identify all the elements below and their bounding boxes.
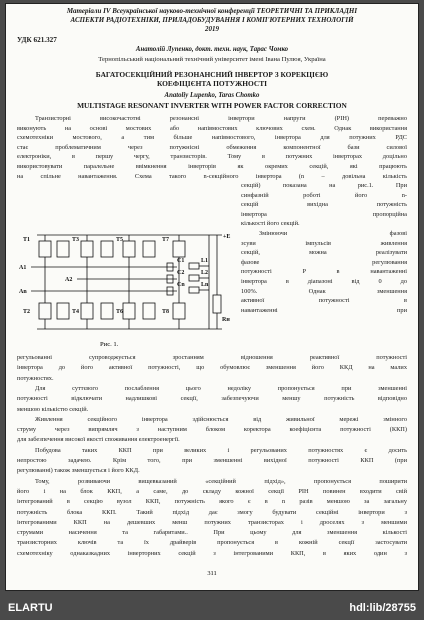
- body-bottom-line: потужності відключати надлишкові секції, забезпечуючи меншу потужність відповідно: [17, 395, 407, 403]
- body-side-line: синфазній роботі його n-: [241, 191, 407, 199]
- label-an: An: [19, 289, 27, 295]
- label-a2: A2: [65, 277, 73, 283]
- body-bottom-line: струму через випрямляч з наступним блоком коректора коефіцієнта потужності (ККП): [17, 426, 407, 434]
- udk-code: УДК 621.327: [17, 36, 57, 44]
- body-side-line: навантаженні при: [241, 306, 407, 314]
- label-a1: A1: [19, 265, 27, 271]
- body-top-line: на спільне навантаження. Схема такого n-секційного інвертора (n – довільна кількість: [17, 172, 407, 180]
- label-t7: T7: [162, 237, 170, 243]
- label-t1: T1: [23, 237, 31, 243]
- footer-repository: ELARTU: [8, 602, 53, 614]
- label-c2: C2: [177, 270, 185, 276]
- circuit-figure: [17, 229, 237, 337]
- label-c1: C1: [177, 258, 185, 264]
- body-bottom-line: його і на блок ККП, а саме, до складу кожної секції РІН повинен входити свій: [17, 487, 407, 495]
- body-side-line: зсуви імпульсів живлення: [241, 239, 407, 247]
- conference-header-year: 2019: [205, 25, 219, 33]
- page-number: 311: [207, 570, 217, 577]
- label-l2: L2: [201, 270, 209, 276]
- label-t6: T6: [116, 309, 124, 315]
- body-bottom-line: Тому, розвиваючи вищевказаний «секційний підхід», пропонується поширити: [35, 477, 407, 485]
- conference-header-line-1: Матеріали IV Всеукраїнської науково-технічної конференції ТЕОРЕТИЧНІ ТА ПРИКЛАДНІ: [66, 7, 358, 15]
- body-bottom-line: регулюванні) також зменшується і його ККД.: [17, 467, 140, 475]
- body-side-line: активної потужності в: [241, 297, 407, 305]
- body-top-line: схемотехніки мостового, а тим більше напівмостового, інвертора для потужних РДС: [17, 134, 407, 142]
- authors-en: Anatoliy Lupenko, Taras Chomko: [164, 92, 260, 99]
- body-bottom-line: меншою кількістю секцій.: [17, 405, 89, 413]
- body-top-line: стає проблематичним через потужнісні обмеження компонентної бази силової: [17, 143, 407, 151]
- label-t8: T8: [162, 309, 170, 315]
- body-side-line: секцій вихідна потужність: [241, 201, 407, 209]
- label-ln: Ln: [201, 282, 209, 288]
- body-side-line: 100%. Однак зменшення: [241, 287, 407, 295]
- title-en: MULTISTAGE RESONANT INVERTER WITH POWER FACTOR CORRECTION: [77, 101, 347, 110]
- affiliation: Тернопільський національний технічний університет імені Івана Пулюя, Україна: [98, 56, 326, 63]
- body-bottom-line: потужність блока ККП. Такий підхід дає змогу будувати секційні інвертори з: [17, 508, 407, 516]
- body-bottom-line: інвертора до його активної потужності, що обумовлює зменшення його ККД на малих: [17, 364, 407, 372]
- body-top-line: Транзисторні високочастотні резонансні інвертори напруги (РІН) переважно: [35, 115, 407, 122]
- label-cn: Cn: [177, 282, 185, 288]
- body-bottom-line: регульованні супроводжується зростанням відношення реактивної потужності: [17, 354, 407, 361]
- archive-footer: [0, 596, 424, 620]
- label-rn: Rн: [222, 317, 230, 323]
- body-side-line: інвертора в діапазоні від 0 до: [241, 278, 407, 285]
- body-bottom-line: інтегрованими ККП на дешевших менш потужних транзисторах і дроселях з меншими: [17, 518, 407, 526]
- label-l1: L1: [201, 258, 209, 264]
- label-t5: T5: [116, 237, 124, 243]
- body-bottom-line: для забезпечення високої якості споживання електроенергії.: [17, 436, 180, 444]
- conference-header-line-2: АСПЕКТИ РАДІОТЕХНІКИ, ПРИЛАДОБУДУВАННЯ І КОМП'ЮТЕРНИХ ТЕХНОЛОГІЙ: [70, 16, 354, 24]
- title-ua-line-2: КОЕФІЦІЄНТА ПОТУЖНОСТІ: [156, 79, 268, 88]
- body-top-line: електроніки, в першу чергу, транзисторів. Тому в потужних інверторах доцільно: [17, 153, 407, 161]
- body-side-line: секцій, можна реалізувати: [241, 249, 407, 257]
- label-plus-e: +E: [223, 234, 231, 240]
- body-bottom-line: схемотехніку однаказкадних інверторних секцій з інтегрованими ККП, в яких один з: [17, 549, 407, 557]
- label-t3: T3: [72, 237, 80, 243]
- body-bottom-line: потужностях.: [17, 374, 54, 382]
- body-bottom-line: струмами насичення та габаритами.. При цьому для зменшення кількості: [17, 529, 407, 537]
- body-side-line: потужності P в навантаженні: [241, 268, 407, 276]
- body-bottom-line: інтегрований в секцію вузол ККП, потужність якого є в n разів меншою за загальну: [17, 498, 407, 506]
- body-side-line: Змінюючи фазові: [259, 230, 407, 237]
- body-side-line: кількості його секцій.: [241, 220, 300, 228]
- body-top-line: використовувати паралельне ввімкнення інверторів як окремих секцій, які працюють: [17, 163, 407, 170]
- authors-ua: Анатолій Лупенко, докт. техн. наук, Тарас Чомко: [135, 46, 289, 53]
- body-bottom-line: транзисторних ключів та їх драйверів пропонується в кожній секції застосувати: [17, 539, 407, 547]
- body-side-line: секцій) показана на рис.1. При: [241, 182, 407, 189]
- body-side-line: фазове регулювання: [241, 258, 407, 266]
- title-ua-line-1: БАГАТОСЕКЦІЙНИЙ РЕЗОНАНСНИЙ ІНВЕРТОР З КОРЕКЦІЄЮ: [95, 70, 329, 79]
- body-bottom-line: Для суттєвого послаблення цього недоліку пропонується при зменшенні: [35, 384, 407, 392]
- body-bottom-line: Живлення секційного інвертора здійснюється від живильної мережі змінного: [35, 415, 407, 423]
- document-page: [5, 3, 419, 591]
- label-t4: T4: [72, 309, 80, 315]
- footer-handle: hdl:lib/28755: [349, 602, 416, 614]
- body-side-line: інвертора пропорційна: [241, 210, 407, 218]
- figure-caption: Рис. 1.: [100, 341, 119, 348]
- body-top-line: виконують на основі мостових або напівмостових ключових схем. Однак використання: [17, 124, 407, 132]
- label-t2: T2: [23, 309, 31, 315]
- body-bottom-line: Побудова таких ККП при великих і регульованих потужностях є досить: [35, 446, 407, 454]
- body-bottom-line: непростою задачею. Крім того, при зменшенні вихідної потужності ККП (при: [17, 457, 407, 464]
